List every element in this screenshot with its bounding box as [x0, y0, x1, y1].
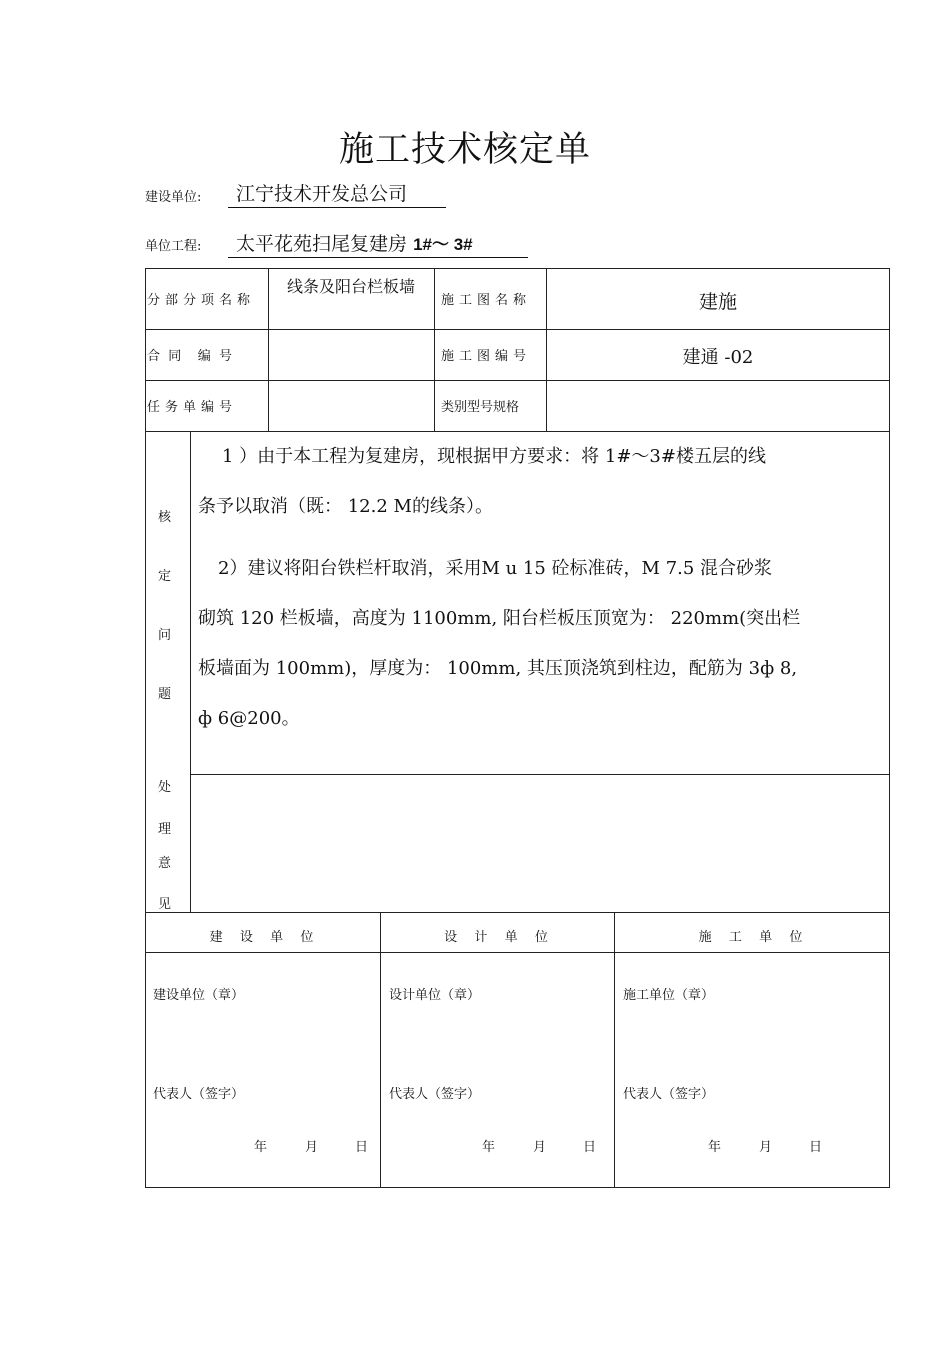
- owner-value: 江宁技术开发总公司: [228, 179, 446, 208]
- sig-construction-year: 年: [708, 1140, 722, 1155]
- sig-owner-seal: 建设单位（章）: [153, 988, 245, 1003]
- opinion-label-char: 处: [158, 780, 172, 795]
- issue-line: 2）建议将阳台铁栏杆取消，采用M u 15 砼标准砖，M 7.5 混合砂浆: [218, 558, 773, 579]
- table-border: [145, 912, 890, 913]
- sig-construction-rep: 代表人（签字）: [623, 1087, 715, 1102]
- row2-label2: 施工图编号: [441, 349, 532, 364]
- owner-label: 建设单位:: [145, 190, 202, 205]
- row1-value1: 线条及阳台栏板墙: [286, 277, 415, 296]
- sig-header-construction: 施 工 单 位: [698, 930, 806, 945]
- row1-label1: 分部分项名称: [147, 293, 256, 308]
- issue-line: 条予以取消（既： 12.2 M的线条）。: [198, 496, 493, 517]
- sig-owner-rep: 代表人（签字）: [153, 1087, 245, 1102]
- opinion-label-char: 理: [158, 822, 172, 837]
- table-border: [190, 774, 890, 775]
- sig-construction-month: 月: [759, 1140, 773, 1155]
- table-border: [145, 1187, 890, 1188]
- table-border: [614, 912, 615, 1187]
- project-label: 单位工程:: [145, 239, 202, 254]
- table-border: [434, 268, 435, 431]
- sig-design-year: 年: [482, 1140, 496, 1155]
- sig-header-design: 设 计 单 位: [444, 930, 551, 945]
- sig-construction-seal: 施工单位（章）: [623, 988, 715, 1003]
- table-border: [190, 431, 191, 912]
- table-border: [145, 952, 890, 953]
- opinion-label-char: 意: [158, 856, 172, 871]
- page-title: 施工技术核定单: [338, 130, 591, 170]
- issue-content: [198, 432, 884, 744]
- sig-header-owner: 建 设 单 位: [209, 930, 317, 945]
- sig-owner-month: 月: [305, 1140, 319, 1155]
- row2-label1: 合 同 编 号: [147, 349, 233, 364]
- table-border: [145, 268, 890, 269]
- issue-line: ф 6@200。: [198, 708, 300, 729]
- row1-label2: 施工图名称: [441, 293, 532, 308]
- table-border: [380, 912, 381, 1187]
- issue-label-char: 题: [158, 687, 172, 702]
- sig-owner-year: 年: [254, 1140, 268, 1155]
- project-value: [228, 229, 528, 258]
- issue-line: 板墙面为 100mm)，厚度为： 100mm, 其压顶浇筑到柱边，配筋为 3ф 8,: [198, 658, 798, 679]
- project-building-range: 1#～ 3#: [413, 235, 473, 254]
- sig-design-day: 日: [583, 1140, 597, 1155]
- sig-design-rep: 代表人（签字）: [389, 1087, 481, 1102]
- issue-label-char: 核: [158, 510, 172, 525]
- issue-line: 砌筑 120 栏板墙，高度为 1100mm, 阳台栏板压顶宽为： 220mm(突出栏: [198, 608, 801, 629]
- table-border: [145, 329, 890, 330]
- table-border: [268, 268, 269, 431]
- sig-design-month: 月: [533, 1140, 547, 1155]
- row1-value2: 建施: [698, 291, 737, 313]
- issue-label-char: 问: [158, 628, 172, 643]
- issue-label-char: 定: [158, 569, 172, 584]
- table-border: [145, 380, 890, 381]
- issue-line: 1 ）由于本工程为复建房，现根据甲方要求：将 1#～3#楼五层的线: [222, 446, 766, 467]
- sig-construction-day: 日: [809, 1140, 823, 1155]
- row3-label1: 任务单编号: [147, 400, 238, 415]
- sig-design-seal: 设计单位（章）: [389, 988, 481, 1003]
- table-border: [889, 268, 890, 1188]
- sig-owner-day: 日: [355, 1140, 369, 1155]
- row3-label2: 类别型号规格: [441, 400, 520, 415]
- table-border: [145, 268, 146, 1188]
- row2-value2: 建通 -02: [682, 347, 754, 368]
- opinion-label-char: 见: [158, 897, 172, 912]
- project-name: 太平花苑扫尾复建房: [236, 233, 408, 255]
